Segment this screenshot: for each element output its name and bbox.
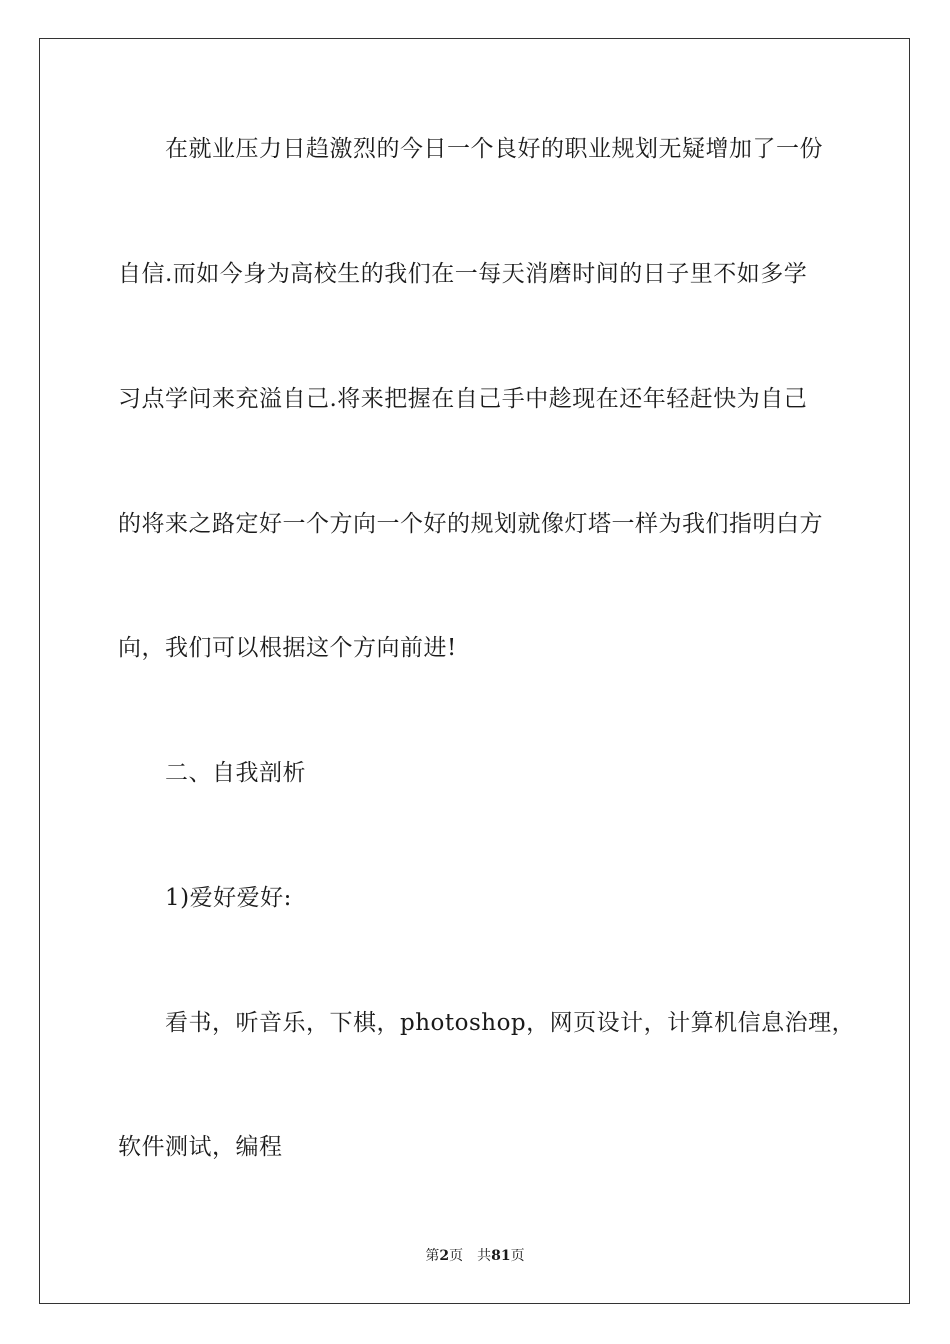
paragraph-line-5: 向，我们可以根据这个方向前进! (118, 635, 457, 661)
total-suffix: 页 (510, 1248, 525, 1264)
page-border (39, 38, 910, 1304)
paragraph-line-1: 在就业压力日趋激烈的今日一个良好的职业规划无疑增加了一份 (165, 136, 823, 162)
hobbies-line-1: 看书，听音乐，下棋，photoshop，网页设计，计算机信息治理， (165, 1010, 856, 1036)
page-suffix: 页 (449, 1248, 464, 1264)
section-heading: 二、自我剖析 (165, 760, 306, 786)
paragraph-line-2: 自信.而如今身为高校生的我们在一每天消磨时间的日子里不如多学 (118, 261, 808, 287)
page-number: 2 (439, 1248, 450, 1264)
total-prefix: 共 (477, 1248, 492, 1264)
paragraph-line-4: 的将来之路定好一个方向一个好的规划就像灯塔一样为我们指明白方 (118, 511, 823, 537)
page-prefix: 第 (425, 1248, 440, 1264)
paragraph-line-3: 习点学问来充溢自己.将来把握在自己手中趁现在还年轻赶快为自己 (118, 386, 808, 412)
hobbies-line-2: 软件测试，编程 (118, 1134, 283, 1160)
page-footer (0, 1246, 950, 1266)
total-pages: 81 (491, 1248, 511, 1264)
subsection-heading: 1)爱好爱好: (165, 885, 292, 911)
